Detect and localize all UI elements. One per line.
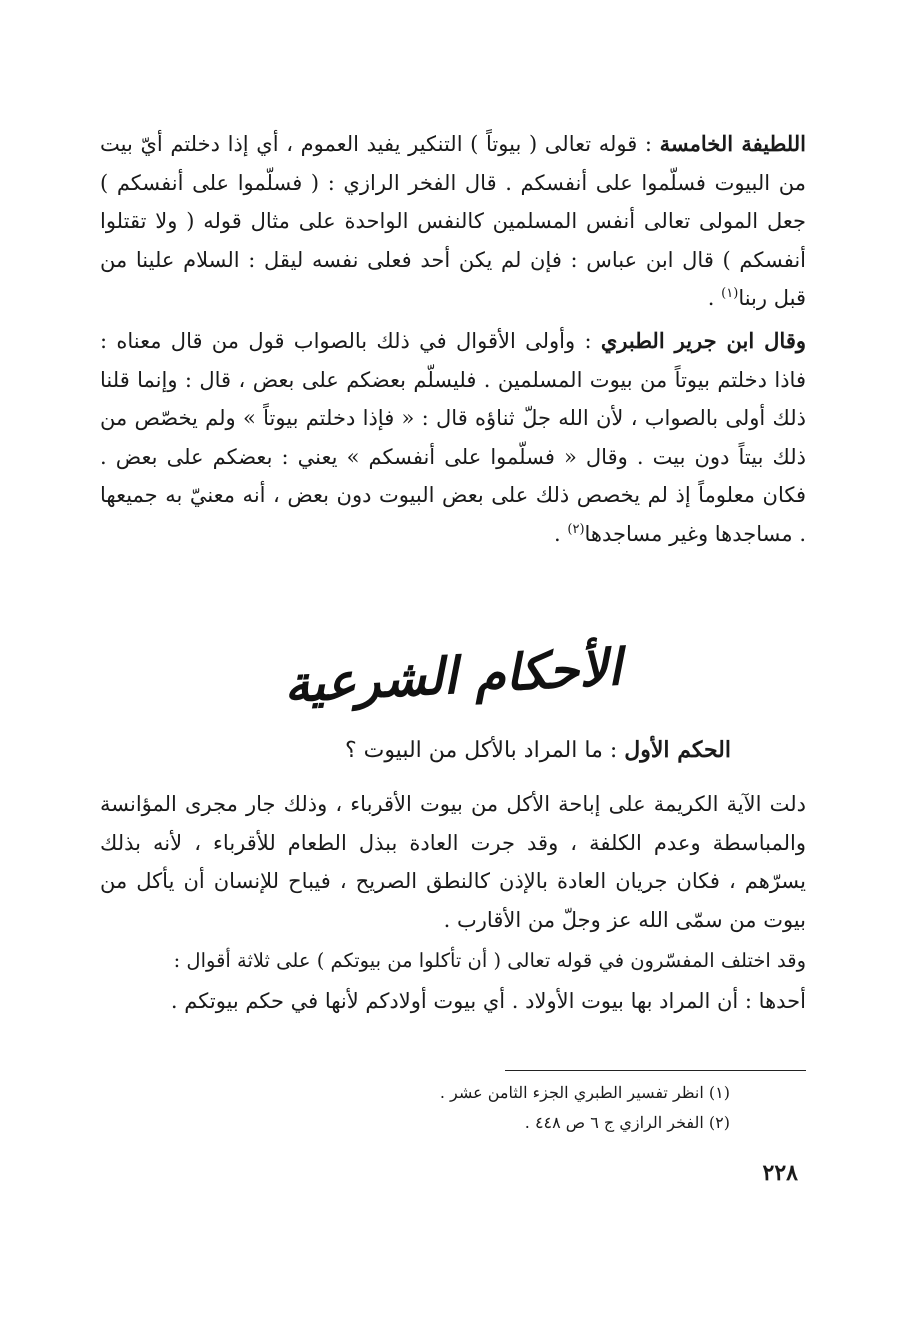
paragraph-tabari xyxy=(100,322,806,553)
page-number: ٢٢٨ xyxy=(762,1160,798,1186)
paragraph-latifa-5 xyxy=(100,125,806,318)
paragraph-end: . xyxy=(707,286,715,310)
footnotes xyxy=(300,1078,730,1138)
section-title-calligraphy xyxy=(250,620,656,730)
ruling-heading xyxy=(100,730,806,771)
paragraph-text: : قوله تعالى ( بيوتاً ) التنكير يفيد العموم ، أي إذا دخلتم أيّ بيت من البيوت فسلّموا على أنفسكم . قال الفخر الرازي : ( فسلّموا على أنفسكم ) جعل المولى تعالى أنفس المسلمين كالنفس الواحدة على مثال قوله ( ولا تقتلوا أنفسكم ) قال ابن عباس : فإن لم يكن أحد فعلى نفسه ليقل : السلام علينا من قبل ربنا xyxy=(100,132,806,310)
footnote-ref: (٢) xyxy=(567,521,585,537)
footnote-item: (١) انظر تفسير الطبري الجزء الثامن عشر . xyxy=(439,1083,730,1102)
paragraph-text: : وأولى الأقوال في ذلك بالصواب قول من قال معناه : فاذا دخلتم بيوتاً من بيوت المسلمين . فليسلّم بعضكم على بعض ، قال : وإنما قلنا ذلك أولى بالصواب ، لأن الله جلّ ثناؤه قال : « فإذا دخلتم بيوتاً » ولم يخصّص من ذلك بيتاً دون بيت . وقال « فسلّموا على أنفسكم » يعني : بعضكم على بعض . فكان معلوماً إذ لم يخصص ذلك على بعض البيوت دون بعض ، أنه معنيّ به جميعها . مساجدها وغير مساجدها xyxy=(100,329,806,546)
footnote-item: (٢) الفخر الرازي ج ٦ ص ٤٤٨ . xyxy=(524,1113,730,1132)
paragraph-lead: اللطيفة الخامسة xyxy=(659,131,806,156)
footnote-divider xyxy=(505,1070,806,1071)
section-title: الأحكام الشرعية xyxy=(282,636,624,714)
footnote-ref: (١) xyxy=(721,286,739,301)
paragraph-relatives xyxy=(100,785,806,939)
ruling-lead: الحكم الأول xyxy=(624,737,731,763)
paragraph-text: وقد اختلف المفسّرون في قوله تعالى ( أن تأكلوا من بيوتكم ) على ثلاثة أقوال : xyxy=(173,949,806,972)
paragraph-end: . xyxy=(554,521,561,546)
ruling-question: : ما المراد بالأكل من البيوت ؟ xyxy=(344,738,618,763)
paragraph-disagreement xyxy=(100,942,806,981)
paragraph-text: دلت الآية الكريمة على إباحة الأكل من بيوت الأقرباء ، وذلك جار مجرى المؤانسة والمباسطة وعدم الكلفة ، وقد جرت العادة ببذل الطعام للأقرباء ، لأنه بذلك يسرّهم ، فكان جريان العادة بالإذن كالنطق الصريح ، فيباح للإنسان أن يأكل من بيوت من سمّى الله عز وجلّ من الأقارب . xyxy=(100,792,806,932)
paragraph-text: أحدها : أن المراد بها بيوت الأولاد . أي بيوت أولادكم لأنها في حكم بيوتكم . xyxy=(170,989,806,1013)
paragraph-lead: وقال ابن جرير الطبري xyxy=(600,328,806,353)
paragraph-first-opinion xyxy=(100,982,806,1021)
